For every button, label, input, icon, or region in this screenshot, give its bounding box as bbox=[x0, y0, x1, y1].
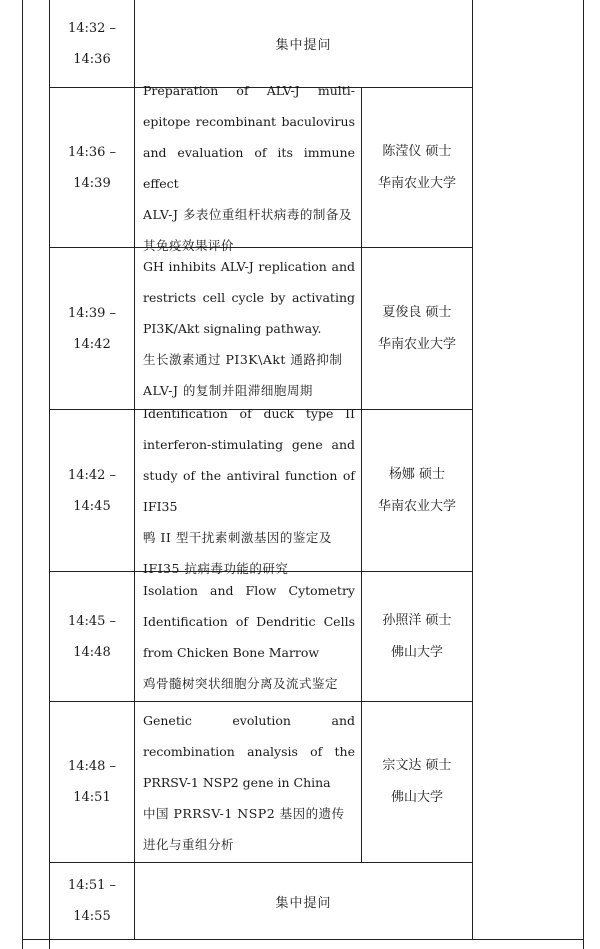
speaker-name: 宗文达 硕士 bbox=[382, 758, 452, 773]
time-start: 14:32 – bbox=[67, 20, 117, 36]
time-cell bbox=[50, 410, 134, 571]
talk-title-zh: 中国 PRRSV-1 NSP2 基因的遗传进化与重组分析 bbox=[143, 805, 345, 852]
time-end: 14:55 bbox=[73, 909, 111, 924]
table-border-left-outer bbox=[22, 0, 23, 949]
time-end: 14:42 bbox=[73, 336, 111, 352]
time-start: 14:51 – bbox=[67, 878, 117, 893]
time-end: 14:39 bbox=[73, 175, 111, 191]
speaker-affiliation: 佛山大学 bbox=[390, 790, 443, 805]
speaker-cell bbox=[362, 88, 472, 247]
speaker-name: 杨娜 硕士 bbox=[388, 466, 446, 482]
speaker-name: 孙照洋 硕士 bbox=[382, 612, 452, 628]
speaker-name: 陈滢仪 硕士 bbox=[382, 143, 452, 159]
qa-session-label: 集中提问 bbox=[275, 895, 332, 911]
talk-title-en: Identification of duck type II interferon-stimulating gene and study of the antiviral function of IFI35 bbox=[143, 405, 355, 514]
talk-title-cell bbox=[135, 82, 361, 253]
time-end: 14:51 bbox=[73, 790, 111, 805]
qa-session-cell bbox=[135, 863, 472, 939]
speaker-affiliation: 华南农业大学 bbox=[377, 498, 456, 514]
time-cell bbox=[50, 702, 134, 862]
speaker-cell bbox=[362, 572, 472, 701]
time-cell bbox=[50, 572, 134, 701]
table-bottom-border bbox=[22, 939, 584, 940]
column-divider-right bbox=[472, 0, 473, 939]
talk-title-zh: ALV-J 多表位重组杆状病毒的制备及其免疫效果评价 bbox=[143, 206, 352, 253]
time-start: 14:36 – bbox=[67, 144, 117, 160]
speaker-affiliation: 华南农业大学 bbox=[377, 175, 456, 191]
talk-title-zh: 鸭 II 型干扰素刺激基因的鉴定及 IFI35 抗病毒功能的研究 bbox=[143, 529, 332, 576]
talk-title-en: Preparation of ALV-J multi-epitope recombinant baculovirus and evaluation of its immune effect bbox=[143, 82, 355, 191]
time-end: 14:45 bbox=[73, 498, 111, 514]
speaker-name: 夏俊良 硕士 bbox=[382, 304, 452, 320]
time-cell bbox=[50, 248, 134, 409]
talk-title-cell bbox=[135, 405, 361, 576]
talk-title-zh: 鸡骨髓树突状细胞分离及流式鉴定 bbox=[143, 675, 339, 691]
talk-title-cell bbox=[135, 248, 361, 409]
speaker-affiliation: 佛山大学 bbox=[390, 644, 443, 660]
time-start: 14:45 – bbox=[67, 613, 117, 629]
table-border-right bbox=[583, 0, 584, 949]
speaker-cell bbox=[362, 410, 472, 571]
talk-title-cell bbox=[135, 702, 361, 862]
time-end: 14:48 bbox=[73, 644, 111, 660]
speaker-cell bbox=[362, 248, 472, 409]
talk-title-cell bbox=[135, 572, 361, 701]
talk-title-en: Genetic evolution and recombination analysis of the PRRSV-1 NSP2 gene in China bbox=[143, 712, 355, 790]
time-cell bbox=[50, 863, 134, 939]
time-cell bbox=[50, 0, 134, 87]
time-cell bbox=[50, 88, 134, 247]
speaker-affiliation: 华南农业大学 bbox=[377, 336, 456, 352]
qa-session-label: 集中提问 bbox=[275, 38, 332, 53]
time-start: 14:42 – bbox=[67, 467, 117, 483]
talk-title-en: GH inhibits ALV-J replication and restricts cell cycle by activating PI3K/Akt signaling pathway. bbox=[143, 259, 355, 336]
talk-title-zh: 生长激素通过 PI3K\Akt 通路抑制 ALV-J 的复制并阻滞细胞周期 bbox=[143, 352, 343, 398]
speaker-cell bbox=[362, 702, 472, 862]
time-start: 14:48 – bbox=[67, 759, 117, 774]
time-start: 14:39 – bbox=[67, 305, 117, 321]
talk-title-en: Isolation and Flow Cytometry Identification of Dendritic Cells from Chicken Bone Marrow bbox=[143, 582, 355, 660]
time-end: 14:36 bbox=[73, 51, 111, 67]
